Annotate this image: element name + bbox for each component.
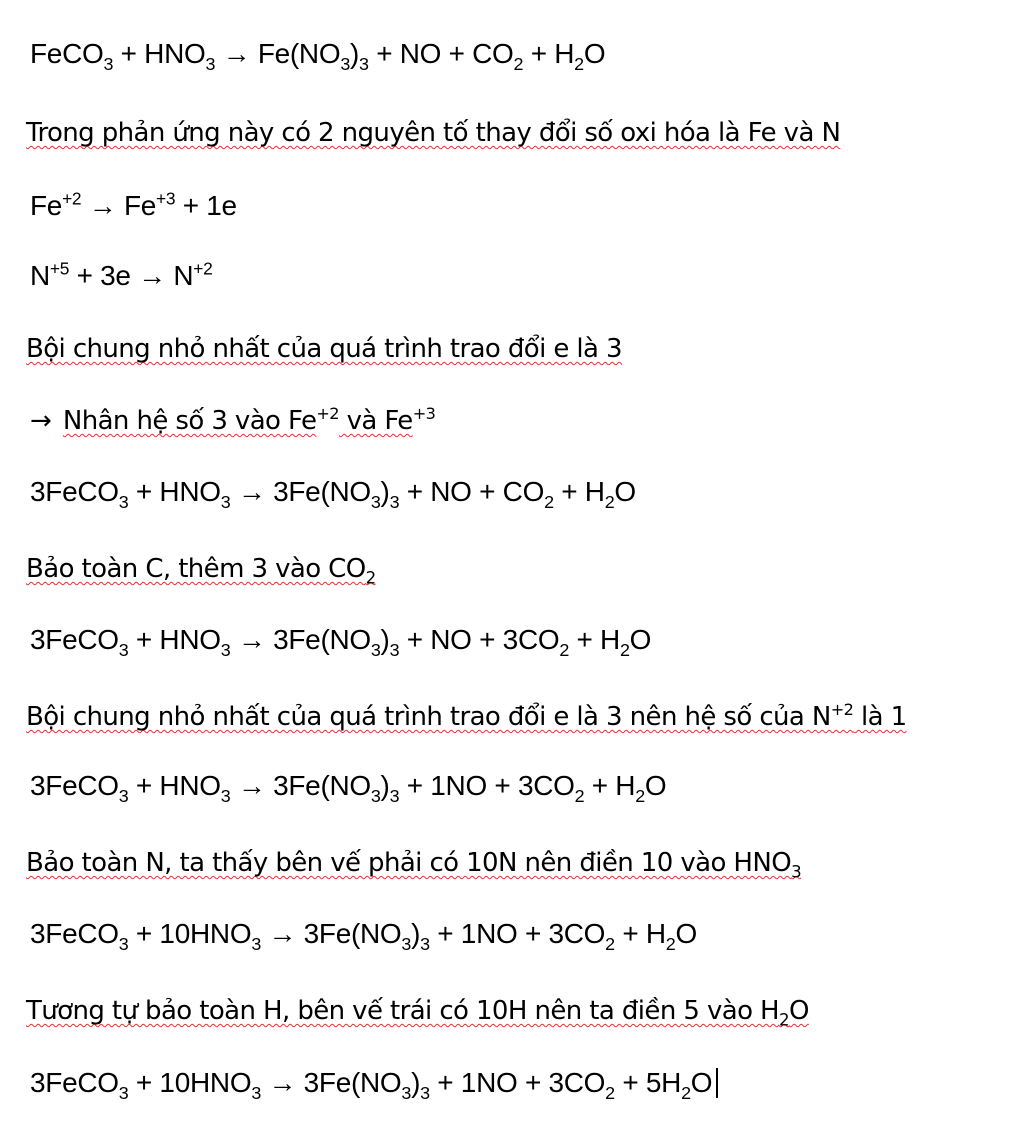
half-reaction-n: $N^{+5} + 3e \to N^{+2}$ [30, 258, 213, 291]
equation-step-no: 3FeCO$_3$ + $HNO_3 \to 3Fe(NO_3)_3 + 1NO + 3CO_2 + H_2O$ [30, 770, 667, 806]
equation-step-hno3: 3FeCO$_3$ + $10HNO_3 \to 3Fe(NO_3)_3 + 1NO + 3CO_2 + H_2O$ [30, 918, 697, 954]
text-multiply-fe: → Nhân hệ số 3 vào $Fe^{+2}$ và $Fe^{+3}$ [26, 408, 435, 434]
text-conserve-c: Bảo toàn C, thêm 3 vào $CO_2$ [26, 554, 376, 588]
text-lcm: Bội chung nhỏ nhất của quá trình trao đổi e là 3 [26, 334, 623, 364]
text-conserve-n: Bảo toàn N, ta thấy bên vế phải có 10N nên điền 10 vào $HNO_3$ [26, 848, 802, 882]
arrow-icon: → [30, 406, 52, 436]
equation-step-fe: 3FeCO$_3$ + $HNO_3 \to 3Fe(NO_3)_3$ + NO + $CO_2 + H_2O$ [30, 476, 636, 512]
text-conserve-h: Tương tự bảo toàn H, bên vế trái có 10H nên ta điền 5 vào $H_2O$ [26, 996, 809, 1030]
text-oxidation-elements: Trong phản ứng này có 2 nguyên tố thay đổi số oxi hóa là Fe và N [26, 118, 841, 148]
equation-balanced: 3FeCO$_3$ + $10HNO_3 \to 3Fe(NO_3)_3 + 1NO + 3CO_2 + 5H_2O$ [30, 1068, 718, 1098]
half-reaction-fe: $Fe^{+2} \to Fe^{+3} + 1e$ [30, 188, 237, 221]
text-coefficient-n: Bội chung nhỏ nhất của quá trình trao đổi e là 3 nên hệ số của $N^{+2}$ là 1 [26, 700, 907, 732]
equation-step-c: 3FeCO$_3$ + $HNO_3 \to 3Fe(NO_3)_3$ + NO + $3CO_2 + H_2O$ [30, 624, 652, 660]
equation-initial: FeCO$_3$ + $HNO_3 \to Fe(NO_3)_3$ + NO + $CO_2 + H_2O$ [30, 38, 606, 74]
text-cursor [716, 1068, 718, 1098]
